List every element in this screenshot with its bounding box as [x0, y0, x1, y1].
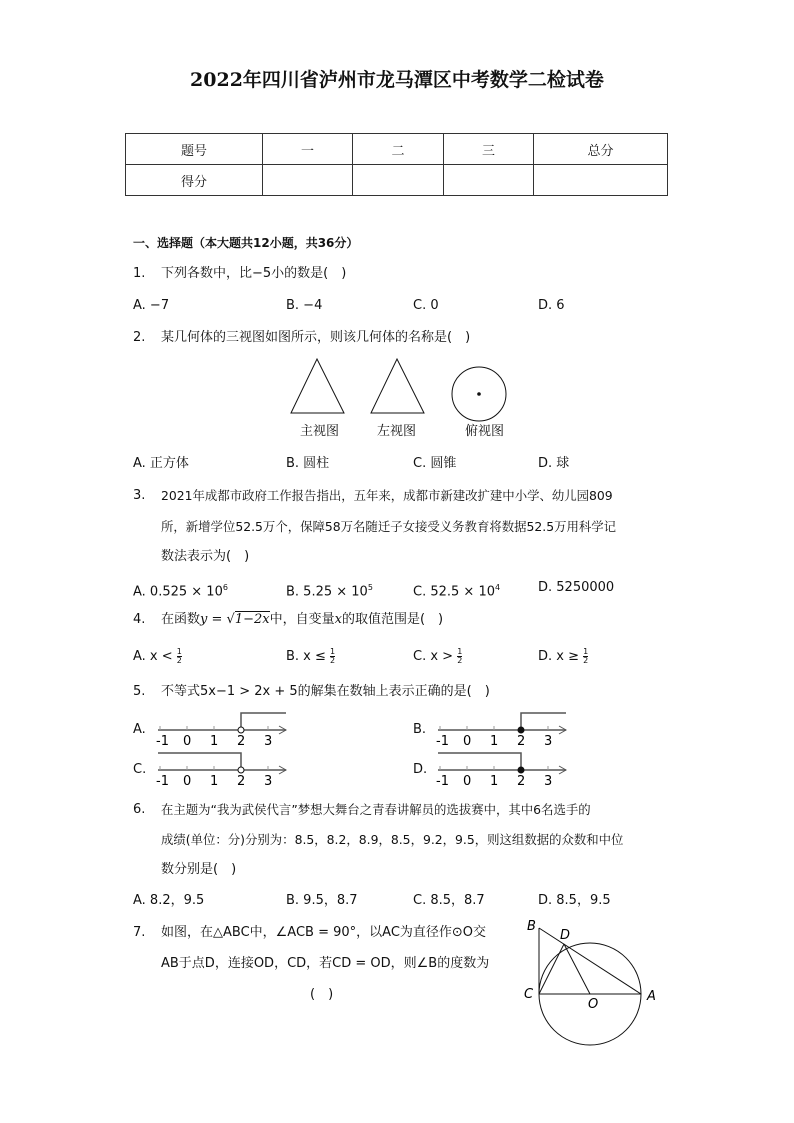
- tick-label: 2: [237, 734, 246, 749]
- tick-label: -1: [436, 774, 449, 789]
- question-text: 所，新增学位52.5万个，保障58万名随迁子女接受义务教育将数据52.5万用科学记: [161, 519, 617, 534]
- tick-label: 3: [544, 734, 553, 749]
- header-cell: 题号: [126, 134, 263, 165]
- question-text: 如图，在△ABC中，∠ACB = 90°，以AC为直径作⊙O交: [161, 925, 487, 940]
- tick-label: 0: [463, 734, 472, 749]
- label-b: B: [527, 919, 536, 934]
- question-text: 某几何体的三视图如图所示，则该几何体的名称是( ): [161, 330, 471, 345]
- number-line-d: [438, 751, 578, 791]
- circle-triangle-figure: [520, 920, 670, 1050]
- option-a: A. −7: [133, 298, 170, 313]
- option-c: C. x > $\frac{1}{2}$: [413, 647, 463, 665]
- option-d: D.: [413, 762, 428, 777]
- tick-label: 0: [183, 774, 192, 789]
- open-point: [238, 727, 244, 733]
- score-cell: [263, 165, 353, 196]
- option-b: B. −4: [286, 298, 323, 313]
- tick-label: 1: [490, 734, 499, 749]
- figure-label: 主视图: [300, 424, 340, 439]
- score-cell: [444, 165, 534, 196]
- question-number: 6.: [133, 802, 146, 817]
- option-c: C. $52.5 \times 10^4$: [413, 583, 501, 600]
- option-d: D. x ≥ $\frac{1}{2}$: [538, 647, 589, 665]
- label-a: A: [647, 989, 656, 1004]
- score-table: [125, 133, 668, 196]
- header-cell: 一: [263, 134, 353, 165]
- figure-label: 俯视图: [465, 424, 505, 439]
- option-d: D. 球: [538, 456, 570, 471]
- solution-ray: [438, 753, 521, 770]
- option-c: C.: [133, 762, 147, 777]
- three-views-figure: [280, 355, 520, 425]
- number-line-b: [438, 711, 578, 751]
- number-line-c: [158, 751, 298, 791]
- solution-ray: [241, 713, 286, 730]
- tick-label: -1: [156, 734, 169, 749]
- tick-label: 1: [490, 774, 499, 789]
- question-text: 在函数y = √1−2x中，自变量x的取值范围是( ): [161, 612, 444, 627]
- label-d: D: [560, 928, 571, 943]
- question-number: 4.: [133, 612, 146, 627]
- tick-label: -1: [156, 774, 169, 789]
- header-cell: 二: [353, 134, 444, 165]
- front-view-triangle: [291, 359, 344, 413]
- option-a: A.: [133, 722, 146, 737]
- top-view-center-dot: [477, 392, 481, 396]
- question-number: 3.: [133, 488, 146, 503]
- segment-cd: [539, 944, 564, 994]
- number-line-a: [158, 711, 298, 751]
- option-d: D. 5250000: [538, 580, 615, 595]
- option-a: A. $0.525 \times 10^6$: [133, 583, 228, 600]
- header-cell: 总分: [534, 134, 668, 165]
- row-label: 得分: [126, 165, 263, 196]
- tick-label: 2: [237, 774, 246, 789]
- label-o: O: [588, 997, 599, 1012]
- open-point: [238, 767, 244, 773]
- option-d: D. 8.5，9.5: [538, 893, 611, 908]
- question-text: 数法表示为( ): [161, 549, 250, 564]
- segment-ba: [539, 928, 641, 994]
- answer-paren: ( ): [310, 987, 334, 1002]
- option-d: D. 6: [538, 298, 565, 313]
- tick-label: 0: [463, 774, 472, 789]
- section-heading: 一、选择题（本大题共12小题，共36分）: [133, 236, 359, 250]
- tick-label: 2: [517, 774, 526, 789]
- option-b: B. x ≤ $\frac{1}{2}$: [286, 647, 336, 665]
- tick-label: 3: [264, 734, 273, 749]
- option-a: A. 8.2，9.5: [133, 893, 205, 908]
- question-text: 下列各数中，比−5小的数是( ): [161, 266, 347, 281]
- tick-label: 0: [183, 734, 192, 749]
- solution-ray: [158, 753, 241, 770]
- question-number: 1.: [133, 266, 146, 281]
- header-cell: 三: [444, 134, 534, 165]
- question-text: 不等式5x−1 > 2x + 5的解集在数轴上表示正确的是( ): [161, 684, 490, 699]
- option-b: B. $5.25 \times 10^5$: [286, 583, 373, 600]
- tick-label: -1: [436, 734, 449, 749]
- option-a: A. 正方体: [133, 456, 189, 471]
- closed-point: [518, 767, 524, 773]
- tick-label: 3: [544, 774, 553, 789]
- score-cell: [534, 165, 668, 196]
- segment-od: [564, 944, 590, 994]
- option-b: B.: [413, 722, 427, 737]
- label-c: C: [524, 987, 534, 1002]
- option-c: C. 0: [413, 298, 439, 313]
- option-a: A. x < $\frac{1}{2}$: [133, 647, 182, 665]
- option-c: C. 圆锥: [413, 456, 457, 471]
- question-text: 2021年成都市政府工作报告指出，五年来，成都市新建改扩建中小学、幼儿园809: [161, 488, 613, 503]
- question-text: 成绩(单位：分)分别为：8.5，8.2，8.9，8.5，9.2，9.5，则这组数据的众数和中位: [161, 832, 624, 847]
- question-number: 7.: [133, 925, 146, 940]
- question-text: 数分别是( ): [161, 862, 237, 877]
- tick-label: 1: [210, 774, 219, 789]
- page-title: 2022年四川省泸州市龙马潭区中考数学二检试卷: [190, 69, 604, 91]
- question-number: 2.: [133, 330, 146, 345]
- tick-label: 3: [264, 774, 273, 789]
- option-b: B. 9.5，8.7: [286, 893, 358, 908]
- question-text: AB于点D，连接OD，CD，若CD = OD，则∠B的度数为: [161, 956, 490, 971]
- question-number: 5.: [133, 684, 146, 699]
- tick-label: 1: [210, 734, 219, 749]
- option-c: C. 8.5，8.7: [413, 893, 485, 908]
- solution-ray: [521, 713, 566, 730]
- closed-point: [518, 727, 524, 733]
- score-cell: [353, 165, 444, 196]
- side-view-triangle: [371, 359, 424, 413]
- question-text: 在主题为“我为武侯代言”梦想大舞台之青春讲解员的选拔赛中，其中6名选手的: [161, 802, 591, 817]
- option-b: B. 圆柱: [286, 456, 330, 471]
- tick-label: 2: [517, 734, 526, 749]
- figure-label: 左视图: [377, 424, 417, 439]
